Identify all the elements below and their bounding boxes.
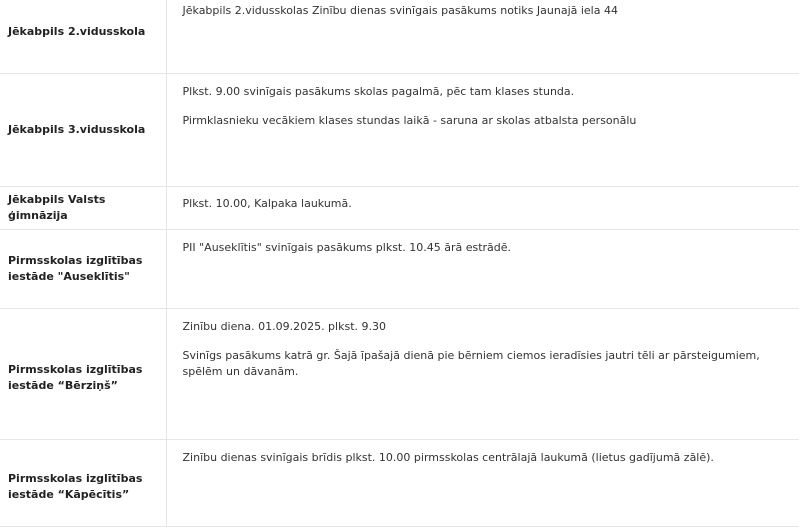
event-info xyxy=(166,230,799,309)
event-text: Plkst. 10.00, Kalpaka laukumā. xyxy=(183,196,799,212)
event-text: PII "Auseklītis" svinīgais pasākums plkst. 10.45 ārā estrādē. xyxy=(183,240,799,256)
event-info xyxy=(166,440,799,527)
school-name: Jēkabpils 3.vidusskola xyxy=(0,74,166,187)
event-info xyxy=(166,187,799,230)
event-info xyxy=(166,0,799,74)
table-row xyxy=(0,309,799,440)
table-row xyxy=(0,230,799,309)
table-row xyxy=(0,74,799,187)
event-text: Zinību diena. 01.09.2025. plkst. 9.30 xyxy=(183,319,799,335)
school-name: Pirmsskolas izglītības iestāde "Auseklītis" xyxy=(0,230,166,309)
event-info xyxy=(166,74,799,187)
school-name: Pirmsskolas izglītības iestāde “Bērziņš” xyxy=(0,309,166,440)
event-text: Pirmklasnieku vecākiem klases stundas laikā - saruna ar skolas atbalsta personālu xyxy=(183,113,799,129)
table-row xyxy=(0,440,799,527)
table-row xyxy=(0,187,799,230)
event-info xyxy=(166,309,799,440)
event-text: Zinību dienas svinīgais brīdis plkst. 10.00 pirmsskolas centrālajā laukumā (lietus gadījumā zālē). xyxy=(183,450,783,466)
event-text: Plkst. 9.00 svinīgais pasākums skolas pagalmā, pēc tam klases stunda. xyxy=(183,84,799,100)
table-row xyxy=(0,0,799,74)
school-name: Jēkabpils 2.vidusskola xyxy=(0,0,166,74)
school-name: Jēkabpils Valsts ģimnāzija xyxy=(0,187,166,230)
event-text: Jēkabpils 2.vidusskolas Zinību dienas svinīgais pasākums notiks Jaunajā iela 44 xyxy=(183,3,799,19)
school-name: Pirmsskolas izglītības iestāde “Kāpēcītis” xyxy=(0,440,166,527)
event-text: Svinīgs pasākums katrā gr. Šajā īpašajā dienā pie bērniem ciemos ieradīsies jautri tēli ar pārsteigumiem, spēlēm un dāvanām. xyxy=(183,348,783,380)
